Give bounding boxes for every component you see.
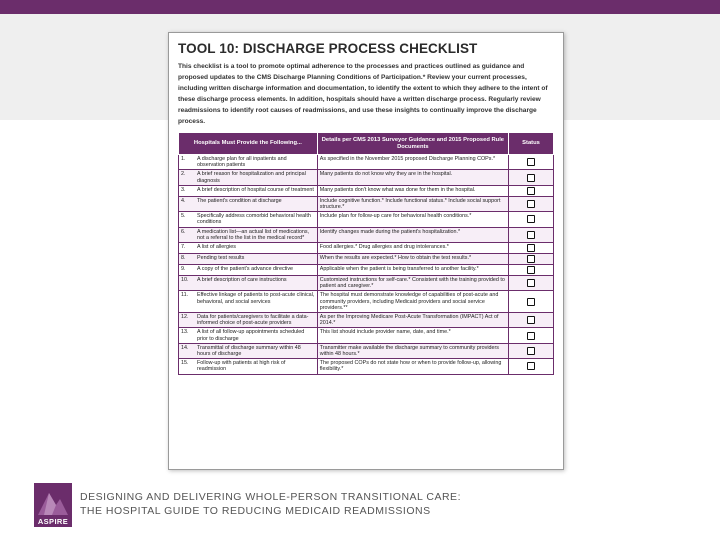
- item-number: 6.: [181, 228, 186, 235]
- item-number: 3.: [181, 186, 186, 193]
- details-cell: When the results are expected.* How to obtain the test results.*: [317, 254, 508, 265]
- requirement-cell: [179, 313, 318, 328]
- item-text: A copy of the patient's advance directive: [197, 266, 294, 273]
- header-requirement: Hospitals Must Provide the Following...: [179, 133, 318, 155]
- footer-title-line1: DESIGNING AND DELIVERING WHOLE-PERSON TRANSITIONAL CARE:: [80, 491, 461, 503]
- requirement-cell: [179, 328, 318, 343]
- table-row: [179, 155, 554, 170]
- item-number: 15.: [181, 360, 189, 367]
- requirement-wrap: [181, 213, 315, 225]
- details-cell: Many patients don't know what was done for them in the hospital.: [317, 185, 508, 196]
- requirement-cell: [179, 155, 318, 170]
- status-checkbox-icon[interactable]: [527, 215, 535, 223]
- status-cell: [509, 254, 554, 265]
- table-row: [179, 343, 554, 358]
- status-checkbox-icon[interactable]: [527, 158, 535, 166]
- table-header-row: [179, 133, 554, 155]
- status-cell: [509, 170, 554, 185]
- item-text: A brief reason for hospitalization and principal diagnosis: [197, 171, 306, 184]
- item-text: A discharge plan for all inpatients and observation patients: [197, 156, 287, 169]
- requirement-cell: [179, 265, 318, 276]
- item-text: Transmittal of discharge summary within 48 hours of discharge: [197, 344, 301, 358]
- status-checkbox-icon[interactable]: [527, 174, 535, 182]
- table-row: [179, 265, 554, 276]
- details-cell: Applicable when the patient is being transferred to another facility.*: [317, 265, 508, 276]
- status-cell: [509, 227, 554, 242]
- requirement-wrap: [181, 255, 315, 261]
- item-text: Specifically address comorbid behavioral health conditions: [197, 213, 311, 226]
- status-cell: [509, 243, 554, 254]
- requirement-cell: [179, 343, 318, 358]
- details-cell: As specified in the November 2015 proposed Discharge Planning COPs.*: [317, 155, 508, 170]
- item-number: 13.: [181, 329, 189, 336]
- item-number: 4.: [181, 197, 186, 204]
- details-cell: Customized instructions for self-care.* Consistent with the training provided to patient and caregiver.*: [317, 276, 508, 291]
- details-cell: Include cognitive function.* Include functional status.* Include social support structure.*: [317, 196, 508, 211]
- table-row: [179, 328, 554, 343]
- requirement-cell: [179, 170, 318, 185]
- header-details: Details per CMS 2013 Surveyor Guidance and 2015 Proposed Rule Documents: [317, 133, 508, 155]
- requirement-wrap: [181, 156, 315, 168]
- document-title: TOOL 10: DISCHARGE PROCESS CHECKLIST: [178, 41, 478, 56]
- item-text: Follow-up with patients at high risk of readmission: [197, 360, 286, 373]
- requirement-cell: [179, 227, 318, 242]
- item-number: 5.: [181, 213, 186, 220]
- requirement-wrap: [181, 329, 315, 341]
- status-checkbox-icon[interactable]: [527, 279, 535, 287]
- requirement-wrap: [181, 229, 315, 241]
- document-intro: This checklist is a tool to promote optimal adherence to the processes and practices outlined as guidance and proposed updates to the CMS Discharge Planning Conditions of Participation.* Review your current processes, including written discharge information and documentation, to identify the extent to which they adhere to the intent of these discharge process elements. In addition, hospitals should have a written discharge process. Regularly review readmissions to identify root causes of readmissions, and use these insights to continually improve the discharge process.: [178, 63, 548, 125]
- status-cell: [509, 276, 554, 291]
- requirement-cell: [179, 212, 318, 227]
- status-cell: [509, 155, 554, 170]
- status-cell: [509, 328, 554, 343]
- requirement-wrap: [181, 360, 315, 372]
- status-checkbox-icon[interactable]: [527, 255, 535, 263]
- item-number: 1.: [181, 156, 186, 162]
- table-row: [179, 212, 554, 227]
- status-checkbox-icon[interactable]: [527, 244, 535, 252]
- details-cell: Identify changes made during the patient's hospitalization.*: [317, 227, 508, 242]
- status-cell: [509, 359, 554, 374]
- table-row: [179, 170, 554, 185]
- item-text: Effective linkage of patients to post-acute clinical, behavioral, and social services: [197, 292, 315, 305]
- status-cell: [509, 291, 554, 313]
- status-cell: [509, 313, 554, 328]
- table-row: [179, 243, 554, 254]
- requirement-cell: [179, 196, 318, 211]
- table-row: [179, 276, 554, 291]
- requirement-cell: [179, 276, 318, 291]
- table-row: [179, 227, 554, 242]
- details-cell: Transmitter make available the discharge summary to community providers within 48 hours.*: [317, 343, 508, 358]
- requirement-cell: [179, 291, 318, 313]
- requirement-cell: [179, 254, 318, 265]
- status-cell: [509, 196, 554, 211]
- status-checkbox-icon[interactable]: [527, 347, 535, 355]
- table-row: [179, 196, 554, 211]
- details-cell: This list should include provider name, date, and time.*: [317, 328, 508, 343]
- requirement-wrap: [181, 314, 315, 326]
- requirement-wrap: [181, 345, 315, 357]
- item-text: The patient's condition at discharge: [197, 197, 282, 204]
- item-number: 2.: [181, 171, 186, 178]
- status-checkbox-icon[interactable]: [527, 266, 535, 274]
- requirement-wrap: [181, 266, 315, 272]
- status-checkbox-icon[interactable]: [527, 187, 535, 195]
- status-checkbox-icon[interactable]: [527, 362, 535, 370]
- item-text: Pending test results: [197, 255, 245, 262]
- item-number: 9.: [181, 266, 186, 273]
- requirement-cell: [179, 185, 318, 196]
- details-cell: The proposed COPs do not state how or when to provide follow-up, allowing flexibility.*: [317, 359, 508, 374]
- item-text: A brief description of care instructions: [197, 277, 287, 284]
- table-row: [179, 313, 554, 328]
- status-checkbox-icon[interactable]: [527, 200, 535, 208]
- status-cell: [509, 185, 554, 196]
- item-text: Data for patients/caregivers to facilitate a data-informed choice of post-acute providers: [197, 314, 309, 327]
- header-status: Status: [509, 133, 554, 155]
- details-cell: Include plan for follow-up care for behavioral health conditions.*: [317, 212, 508, 227]
- status-cell: [509, 265, 554, 276]
- requirement-cell: [179, 359, 318, 374]
- item-number: 12.: [181, 314, 189, 321]
- checklist-body: [179, 155, 554, 375]
- status-checkbox-icon[interactable]: [527, 298, 535, 306]
- checklist-document: [168, 32, 564, 470]
- table-row: [179, 359, 554, 374]
- item-text: A list of all follow-up appointments scheduled prior to discharge: [197, 329, 305, 342]
- requirement-wrap: [181, 244, 315, 250]
- checklist-table: [178, 132, 554, 375]
- item-text: A list of allergies: [197, 244, 236, 251]
- item-number: 8.: [181, 255, 186, 262]
- status-cell: [509, 343, 554, 358]
- table-row: [179, 254, 554, 265]
- requirement-wrap: [181, 277, 315, 283]
- item-text: A brief description of hospital course of treatment: [197, 186, 314, 193]
- logo-text: ASPIRE: [37, 517, 69, 526]
- status-checkbox-icon[interactable]: [527, 332, 535, 340]
- item-number: 7.: [181, 244, 186, 251]
- table-row: [179, 185, 554, 196]
- footer-title-line2: THE HOSPITAL GUIDE TO REDUCING MEDICAID READMISSIONS: [80, 505, 431, 517]
- top-accent-bar: [0, 0, 720, 14]
- item-number: 14.: [181, 344, 189, 351]
- requirement-wrap: [181, 171, 315, 183]
- table-row: [179, 291, 554, 313]
- status-checkbox-icon[interactable]: [527, 231, 535, 239]
- requirement-wrap: [181, 292, 315, 304]
- item-number: 10.: [181, 277, 189, 284]
- details-cell: Food allergies.* Drug allergies and drug intolerances.*: [317, 243, 508, 254]
- item-number: 11.: [181, 292, 189, 299]
- details-cell: Many patients do not know why they are in the hospital.: [317, 170, 508, 185]
- details-cell: The hospital must demonstrate knowledge of capabilities of post-acute and community providers, including Medicaid providers and social service providers.**: [317, 291, 508, 313]
- details-cell: As per the Improving Medicare Post-Acute Transformation (IMPACT) Act of 2014.*: [317, 313, 508, 328]
- requirement-cell: [179, 243, 318, 254]
- item-text: A medication list—an actual list of medications, not a referral to the list in the medical record*: [197, 228, 310, 241]
- requirement-wrap: [181, 187, 315, 193]
- requirement-wrap: [181, 198, 315, 204]
- status-checkbox-icon[interactable]: [527, 316, 535, 324]
- status-cell: [509, 212, 554, 227]
